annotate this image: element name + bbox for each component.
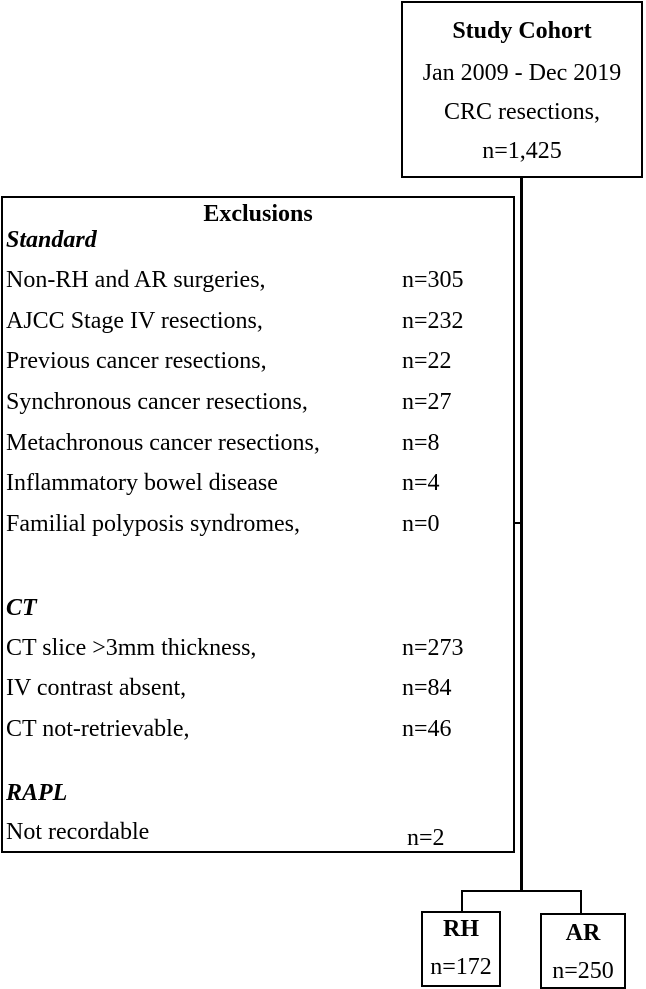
exclusion-item-count: n=232 [402, 308, 464, 334]
group-label-standard: Standard [6, 227, 97, 253]
exclusions-title: Exclusions [203, 201, 313, 227]
exclusion-item-count: n=22 [402, 348, 452, 374]
exclusions-box [1, 196, 515, 853]
exclusion-item-label: Non-RH and AR surgeries, [6, 267, 266, 293]
group-label-ct: CT [6, 595, 37, 621]
ar-drop-line [580, 890, 582, 914]
exclusion-item-label: Inflammatory bowel disease [6, 470, 278, 496]
exclusion-item-label: Familial polyposis syndromes, [6, 511, 300, 537]
outcome-box-ar [540, 913, 626, 989]
study-cohort-box [401, 1, 643, 178]
exclusion-item-count: n=0 [402, 511, 440, 537]
exclusion-item-count: n=27 [402, 389, 452, 415]
outcome-count-ar: n=250 [552, 958, 614, 984]
cohort-period: Jan 2009 - Dec 2019 [422, 60, 622, 86]
outcome-count-rh: n=172 [430, 954, 492, 980]
rh-drop-line [461, 890, 463, 912]
exclusion-item-label: Not recordable [6, 819, 150, 845]
outcome-label-ar: AR [565, 920, 601, 946]
exclusion-item-label: Synchronous cancer resections, [6, 389, 308, 415]
cohort-count: n=1,425 [482, 138, 562, 164]
exclusion-item-count: n=8 [402, 430, 440, 456]
exclusion-item-count: n=46 [402, 716, 452, 742]
exclusion-item-label: IV contrast absent, [6, 675, 187, 701]
exclusion-item-count: n=305 [402, 267, 464, 293]
group-label-rapl: RAPL [6, 780, 68, 806]
trunk-line [520, 177, 523, 892]
outcome-label-rh: RH [443, 916, 479, 942]
cohort-title: Study Cohort [452, 18, 592, 44]
exclusion-item-label: CT slice >3mm thickness, [6, 635, 257, 661]
split-line [461, 890, 582, 892]
exclusion-item-label: Previous cancer resections, [6, 348, 267, 374]
exclusion-item-label: CT not-retrievable, [6, 716, 190, 742]
exclusion-item-label: AJCC Stage IV resections, [6, 308, 263, 334]
cohort-description: CRC resections, [444, 99, 600, 125]
exclusion-item-count: n=273 [402, 635, 464, 661]
exclusion-item-count: n=2 [407, 825, 445, 851]
outcome-box-rh [421, 911, 501, 987]
exclusion-item-label: Metachronous cancer resections, [6, 430, 320, 456]
exclusion-item-count: n=84 [402, 675, 452, 701]
exclusion-item-count: n=4 [402, 470, 440, 496]
